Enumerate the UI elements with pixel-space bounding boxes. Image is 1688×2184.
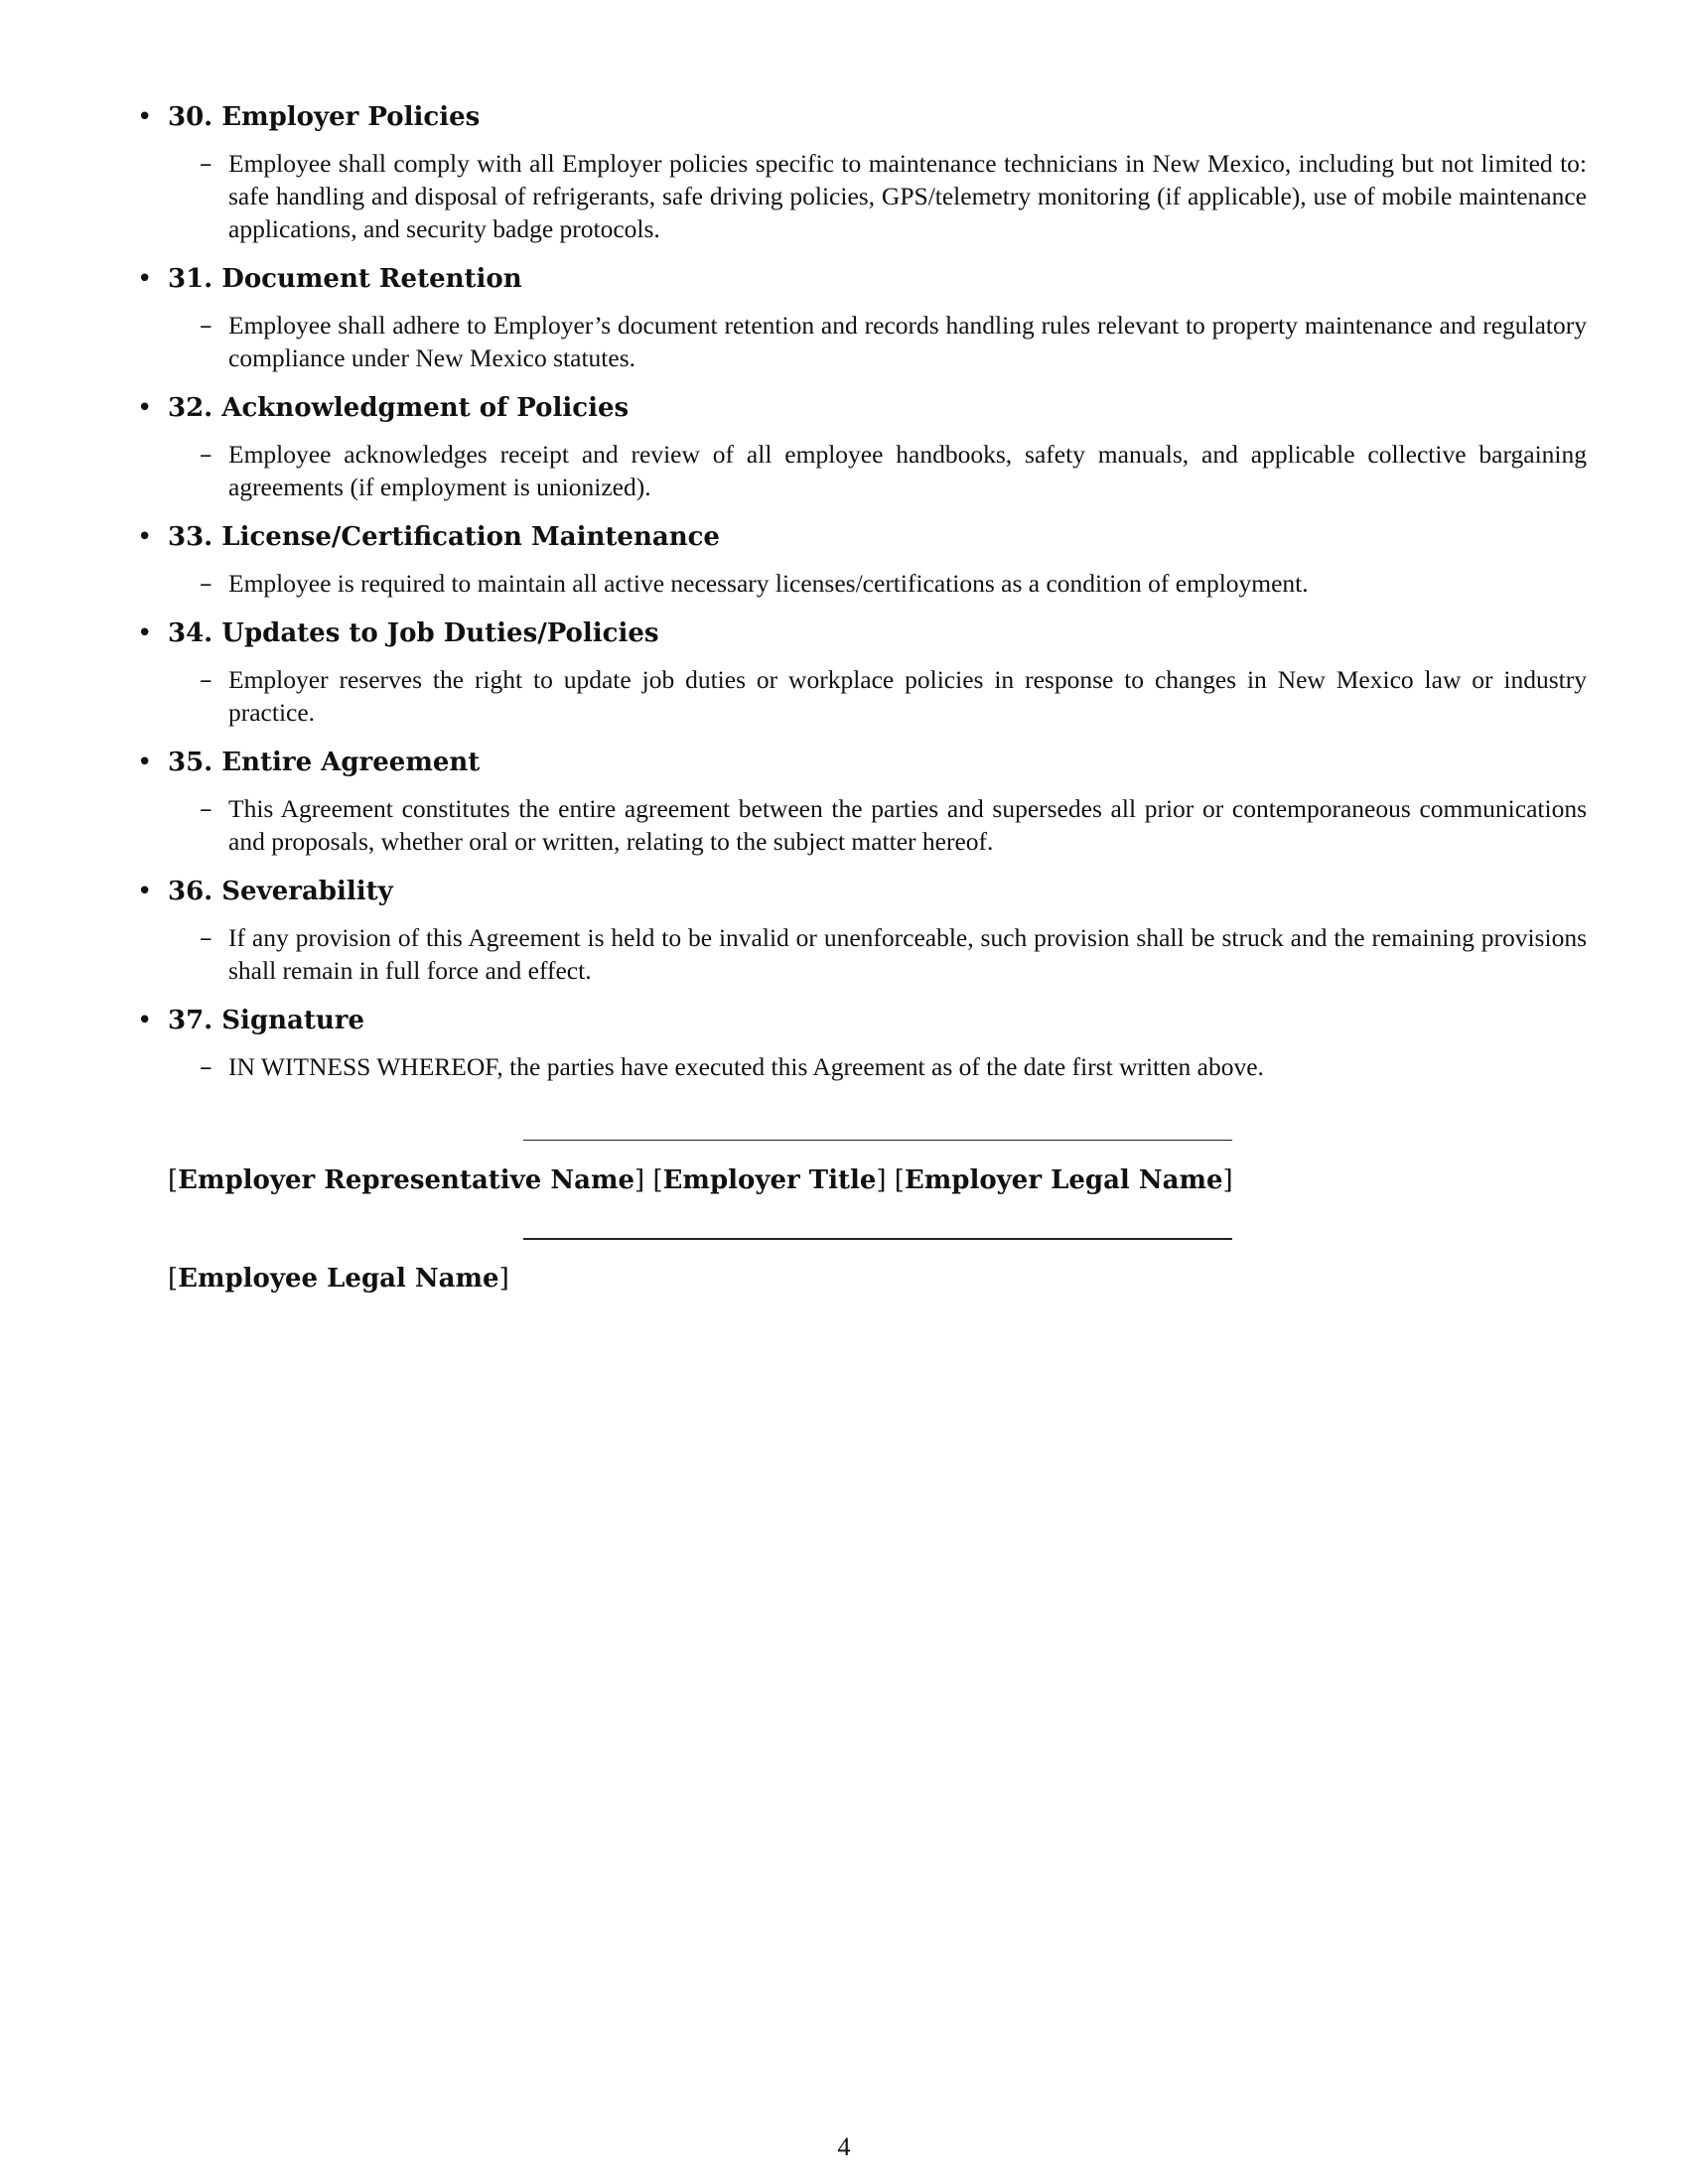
clause-36 (137, 872, 1587, 987)
clause-body-text: Employee is required to maintain all active necessary licenses/certifications as a condition of employment. (228, 569, 1309, 598)
bullet-icon: • (137, 618, 153, 648)
clause-body-item (200, 921, 1587, 987)
clause-body-text: Employee acknowledges receipt and review of all employee handbooks, safety manuals, and applicable collective bargaining agreements (if employment is unionized). (228, 440, 1587, 501)
dash-icon: – (200, 1052, 212, 1081)
bullet-icon: • (137, 877, 153, 906)
clause-list (137, 97, 1587, 1097)
dash-icon: – (200, 440, 212, 469)
clause-34 (137, 614, 1587, 729)
clause-body-item (200, 792, 1587, 858)
clause-heading: 37. Signature (168, 1006, 365, 1035)
clause-body-item (200, 309, 1587, 374)
clause-heading: 34. Updates to Job Duties/Policies (168, 618, 659, 648)
clause-body-text: Employee shall comply with all Employer policies specific to maintenance technicians in New Mexico, including but not limited to: safe handling and disposal of refrigerants, safe driving policies, GPS/telemetry monitoring (if applicable), use of mobile maintenance applications, and security badge protocols. (228, 149, 1587, 243)
bullet-icon: • (137, 264, 153, 294)
clause-32 (137, 388, 1587, 503)
clause-heading: 30. Employer Policies (168, 102, 481, 132)
clause-heading: 35. Entire Agreement (168, 748, 481, 777)
page-number: 4 (837, 2132, 851, 2161)
employer-title: Employer Title (662, 1165, 877, 1195)
dash-icon: – (200, 923, 212, 952)
bullet-icon: • (137, 393, 153, 423)
clause-body-item (200, 567, 1587, 600)
dash-icon: – (200, 149, 212, 178)
dash-icon: – (200, 665, 212, 694)
clause-body-text: This Agreement constitutes the entire agreement between the parties and supersedes all prior or contemporaneous communications and proposals, whether oral or written, relating to the subject matter hereof. (228, 794, 1587, 856)
dash-icon: – (200, 569, 212, 598)
clause-heading: 33. License/Certification Maintenance (168, 522, 720, 552)
clause-37 (137, 1001, 1587, 1083)
clause-heading: 32. Acknowledgment of Policies (168, 393, 630, 423)
clause-heading: 36. Severability (168, 877, 393, 906)
employer-signature-label: [Employer Representative Name] [Employer Title] [Employer Legal Name] (168, 1165, 1233, 1195)
bullet-icon: • (137, 102, 153, 132)
clause-body-text: Employee shall adhere to Employer’s document retention and records handling rules relevant to property maintenance and regulatory compliance under New Mexico statutes. (228, 311, 1587, 372)
clause-body-item (200, 438, 1587, 503)
clause-heading: 31. Document Retention (168, 264, 522, 294)
clause-body-item (200, 663, 1587, 729)
bullet-icon: • (137, 748, 153, 777)
clause-body-text: Employer reserves the right to update job duties or workplace policies in response to changes in New Mexico law or industry practice. (228, 665, 1587, 727)
employee-signature-label: [Employee Legal Name] (168, 1264, 509, 1294)
employer-rep-name: Employer Representative Name (178, 1165, 635, 1195)
clause-35 (137, 743, 1587, 858)
clause-31 (137, 259, 1587, 374)
bullet-icon: • (137, 522, 153, 552)
employer-signature-line (523, 1140, 1232, 1141)
clause-body-text: IN WITNESS WHEREOF, the parties have executed this Agreement as of the date first written above. (228, 1052, 1264, 1081)
clause-30 (137, 97, 1587, 245)
employee-signature-line (523, 1238, 1232, 1240)
clause-33 (137, 517, 1587, 600)
bullet-icon: • (137, 1006, 153, 1035)
dash-icon: – (200, 794, 212, 823)
employee-legal-name: Employee Legal Name (178, 1264, 499, 1294)
clause-body-text: If any provision of this Agreement is held to be invalid or unenforceable, such provision shall be struck and the remaining provisions shall remain in full force and effect. (228, 923, 1587, 985)
clause-body-item (200, 147, 1587, 245)
clause-body-item (200, 1050, 1587, 1083)
dash-icon: – (200, 311, 212, 340)
employer-legal-name: Employer Legal Name (904, 1165, 1223, 1195)
